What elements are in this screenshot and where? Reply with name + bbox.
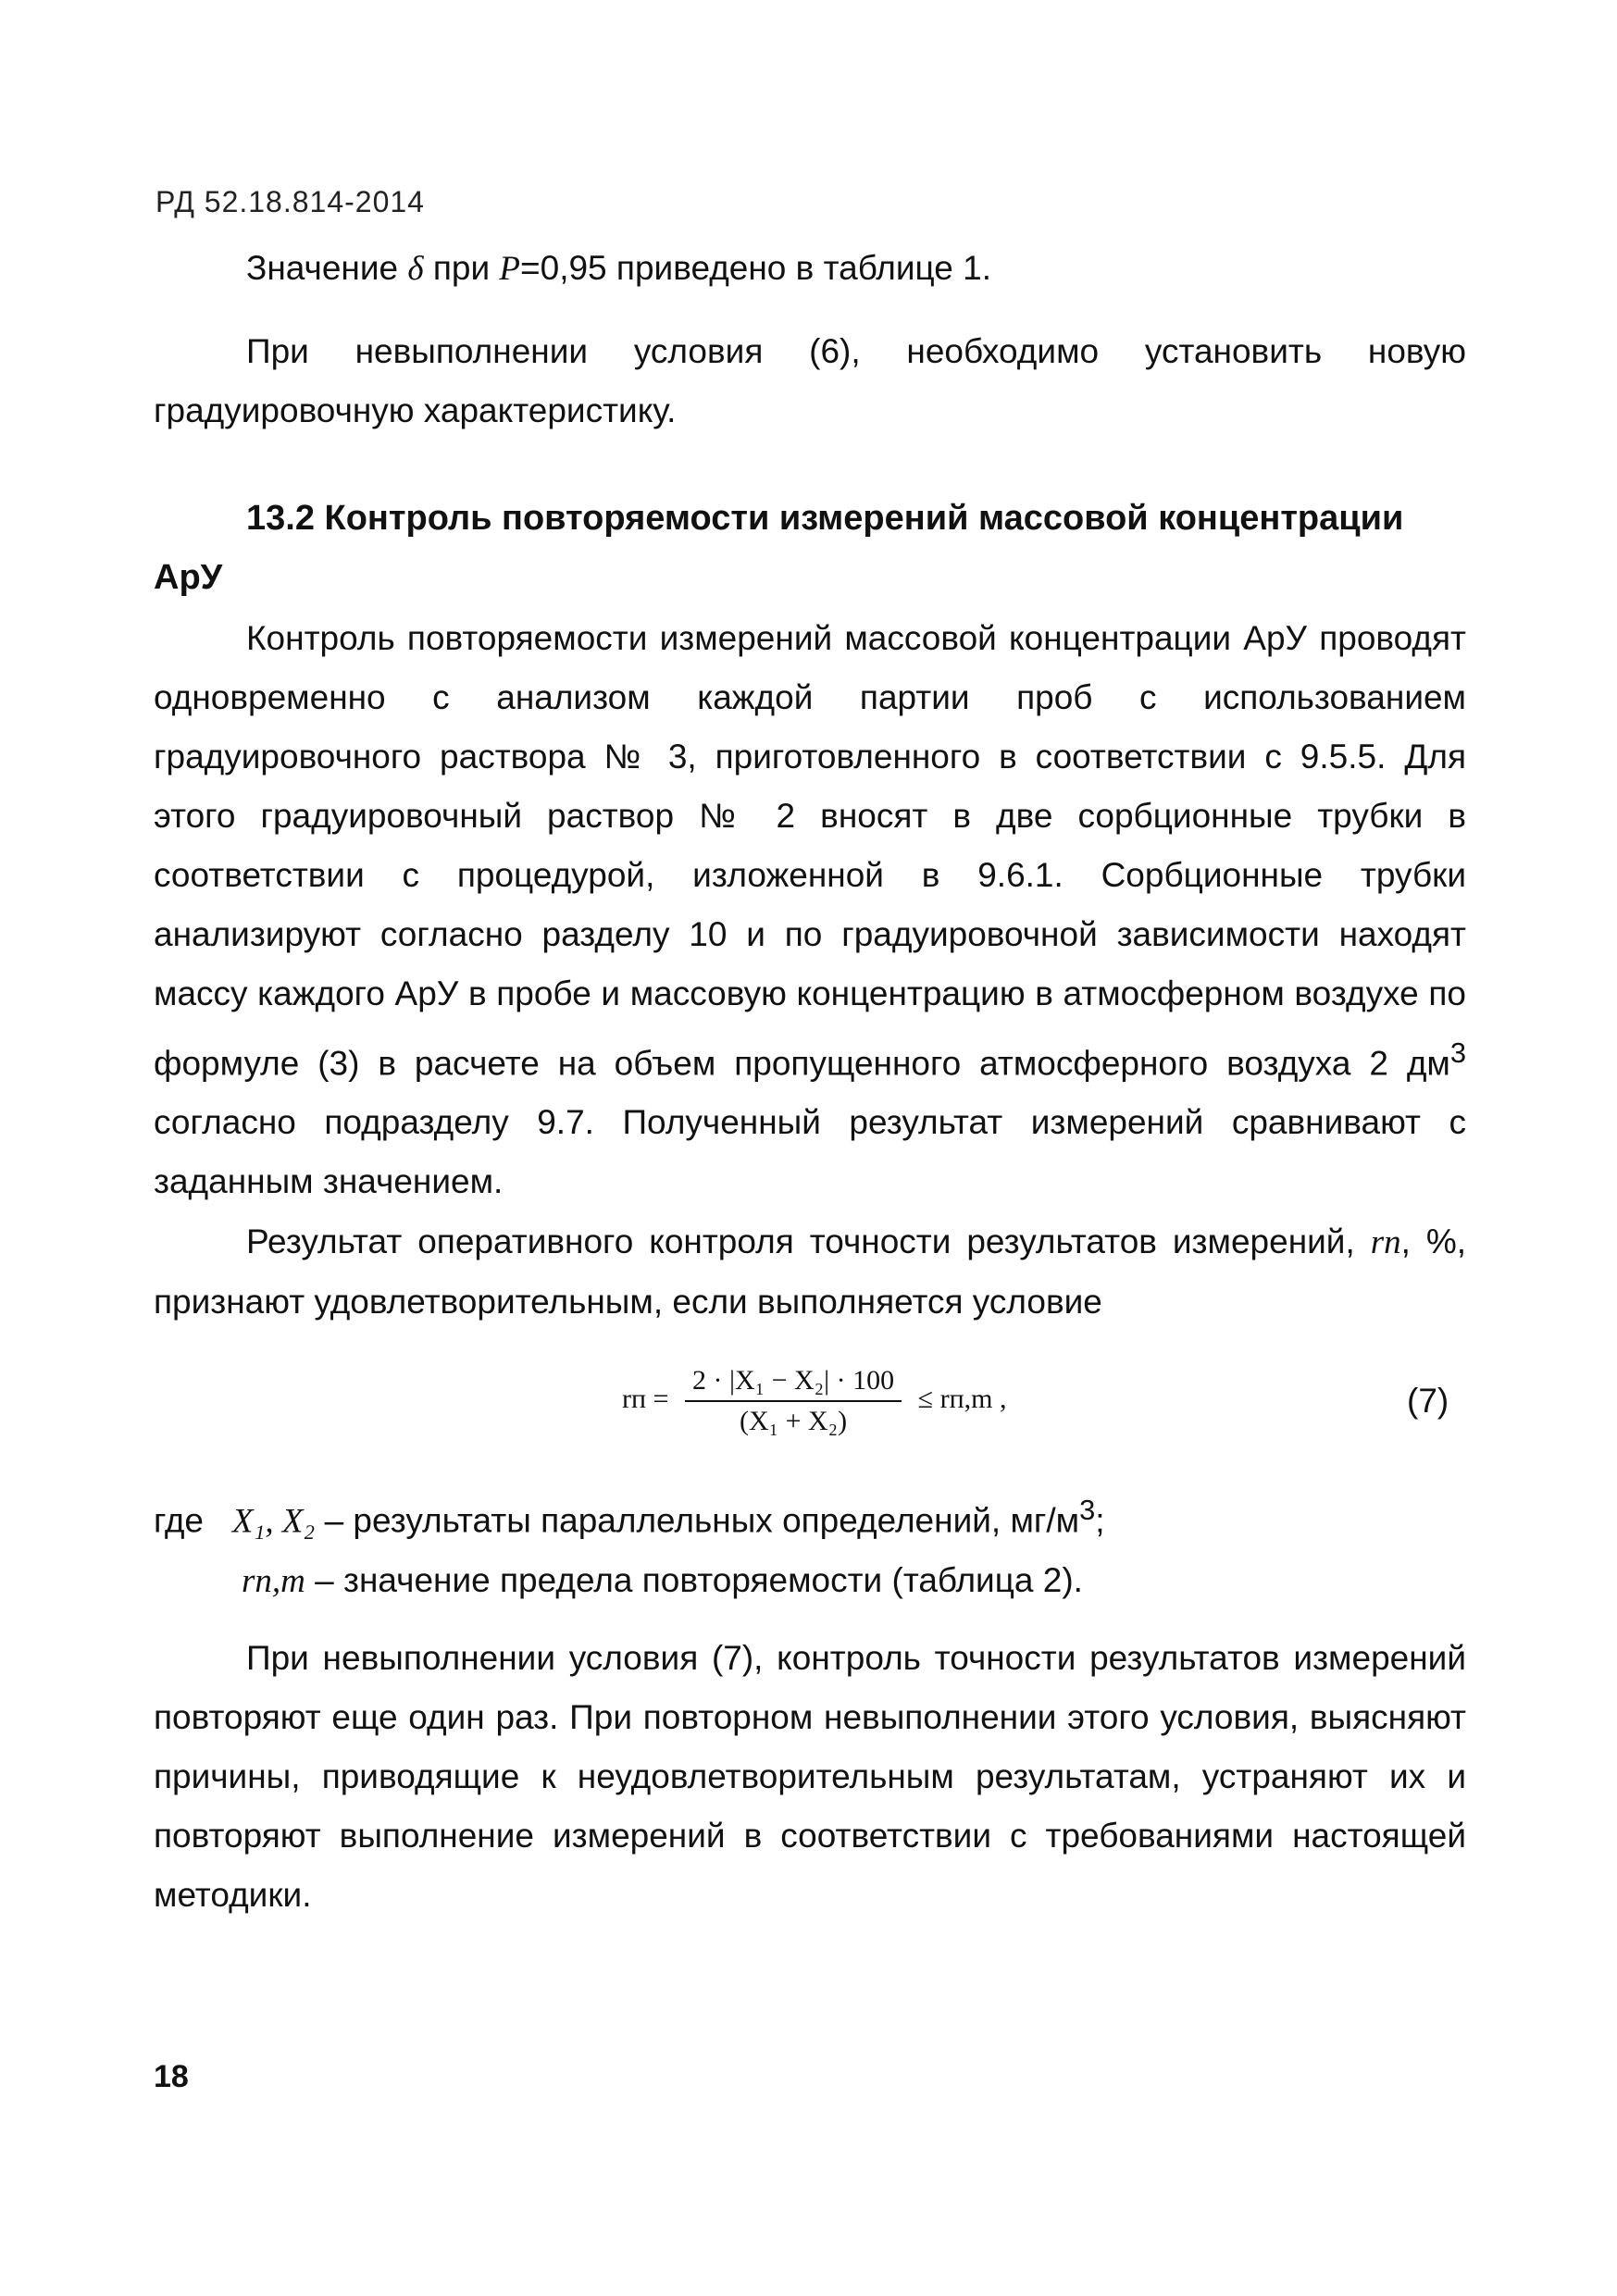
where-label: где	[154, 1501, 205, 1540]
probability-symbol: P	[499, 250, 521, 288]
formula-number: (7)	[1407, 1382, 1449, 1420]
section-heading-13-2: 13.2 Контроль повторяемости измерений массовой концентрации АрУ	[154, 499, 1404, 597]
formula-definitions	[154, 1481, 1466, 1611]
p1-text: Значение	[246, 249, 408, 287]
paragraph-repeat-measurement: При невыполнении условия (7), контроль точности результатов измерений повторяют еще один раз. При повторном невыполнении этого условия, выясняют причины, приводящие к неудовлетворительным результатам, устраняют их и повторяют выполнение измерений в соответствии с требованиями настоящей методики.	[154, 1639, 1466, 1914]
formula-numerator: 2 · |X₁ − X₂| · 100	[685, 1365, 902, 1402]
paragraph-repeatability-control	[154, 609, 1466, 1211]
formula-denominator: (X₁ + X₂)	[739, 1406, 848, 1436]
paragraph-result-condition	[154, 1212, 1466, 1332]
formula-expression	[622, 1365, 1007, 1437]
definition-line-x	[154, 1481, 1466, 1551]
unit-superscript: 3	[1079, 1494, 1096, 1526]
p3-text-end: согласно подразделу 9.7. Полученный результат измерений сравнивают с заданным значением.	[154, 1103, 1466, 1201]
p4-text: Результат оперативного контроля точности результатов измерений,	[246, 1222, 1371, 1260]
r-symbol: rп	[1370, 1223, 1401, 1261]
p3-text: Контроль повторяемости измерений массовой концентрации АрУ проводят одновременно с анализом каждой партии проб с использованием градуировочного раствора № 3, приготовленного в соответствии с 9.5.5. Для этого градуировочный раствор № 2 вносят в две сорбционные трубки в соответствии с процедурой, изложенной в 9.6.1. Сорбционные трубки анализируют согласно разделу 10 и по градуировочной зависимости находят массу каждого АрУ в пробе и массовую концентрацию в атмосферном воздухе по формуле (3) в расчете на объем пропущенного атмосферного воздуха 2 дм	[154, 619, 1466, 1083]
formula-fraction	[685, 1365, 902, 1437]
formula-lhs: rп =	[622, 1383, 669, 1414]
paragraph-calibration-failure: При невыполнении условия (6), необходимо установить новую градуировочную характеристику.	[154, 332, 1466, 429]
p1-text-end: =0,95 приведено в таблице 1.	[520, 249, 991, 287]
variables-x: X₁, X₂	[231, 1502, 316, 1541]
definition-x-end: ;	[1095, 1501, 1105, 1540]
p1-text-mid: при	[423, 249, 500, 287]
page-number: 18	[154, 2059, 189, 2094]
p3-superscript: 3	[1449, 1036, 1466, 1069]
definition-r-text: – значение предела повторяемости (таблица 2).	[305, 1561, 1083, 1600]
r-limit-symbol: rп,m	[242, 1562, 305, 1601]
formula-7	[0, 1347, 1617, 1467]
delta-symbol: δ	[407, 250, 424, 288]
p4-text-end: , %, признают удовлетворительным, если выполняется условие	[154, 1222, 1466, 1321]
formula-rhs: ≤ rп,m ,	[917, 1383, 1007, 1414]
definition-line-r	[154, 1551, 1466, 1611]
paragraph-delta-value	[154, 239, 1466, 299]
document-code-header: РД 52.18.814-2014	[155, 185, 425, 218]
definition-x-text: – результаты параллельных определений, мг/м	[315, 1501, 1080, 1540]
